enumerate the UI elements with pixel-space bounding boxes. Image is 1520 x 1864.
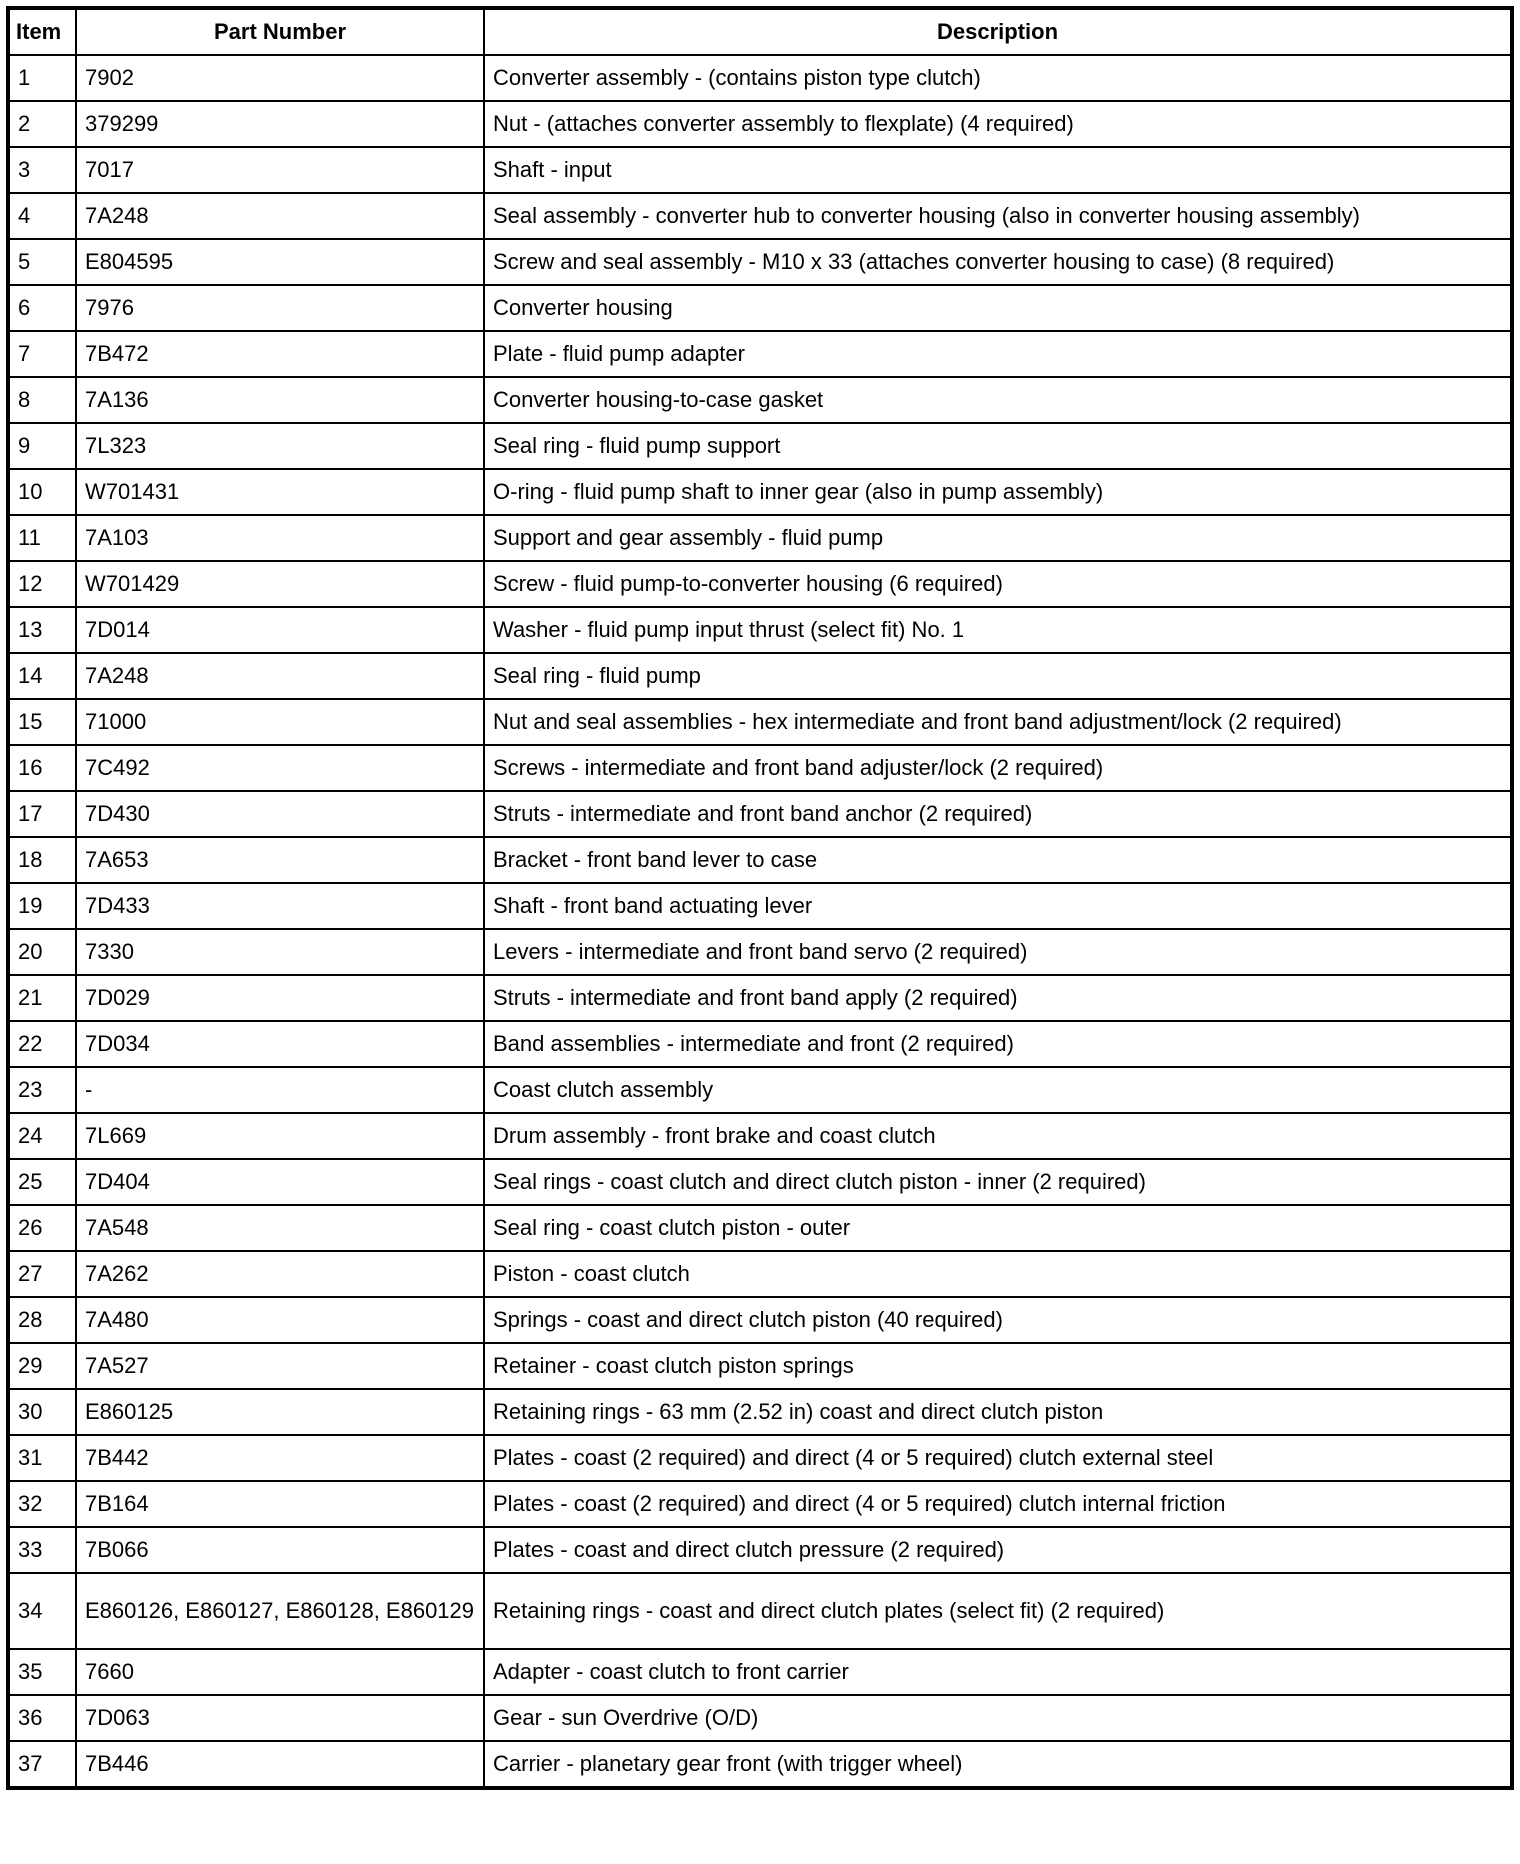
table-row xyxy=(8,699,1512,745)
table-row xyxy=(8,1021,1512,1067)
part-number-cell: - xyxy=(76,1067,484,1113)
part-number-cell: 7C492 xyxy=(76,745,484,791)
description-cell: Levers - intermediate and front band servo (2 required) xyxy=(484,929,1512,975)
part-number-cell: 7A527 xyxy=(76,1343,484,1389)
part-number-cell: 7B066 xyxy=(76,1527,484,1573)
description-cell: Converter housing xyxy=(484,285,1512,331)
item-cell: 27 xyxy=(8,1251,76,1297)
item-cell: 37 xyxy=(8,1741,76,1788)
table-row xyxy=(8,1343,1512,1389)
part-number-cell: 7A248 xyxy=(76,653,484,699)
item-cell: 14 xyxy=(8,653,76,699)
table-row xyxy=(8,1435,1512,1481)
table-row xyxy=(8,929,1512,975)
description-cell: Seal ring - coast clutch piston - outer xyxy=(484,1205,1512,1251)
table-row xyxy=(8,515,1512,561)
part-number-cell: 7902 xyxy=(76,55,484,101)
part-number-cell: 7D404 xyxy=(76,1159,484,1205)
description-cell: Coast clutch assembly xyxy=(484,1067,1512,1113)
item-cell: 26 xyxy=(8,1205,76,1251)
description-cell: Seal assembly - converter hub to converter housing (also in converter housing assembly) xyxy=(484,193,1512,239)
part-number-cell: 7D034 xyxy=(76,1021,484,1067)
part-number-cell: 7017 xyxy=(76,147,484,193)
item-cell: 33 xyxy=(8,1527,76,1573)
description-cell: Drum assembly - front brake and coast clutch xyxy=(484,1113,1512,1159)
item-cell: 13 xyxy=(8,607,76,653)
item-cell: 1 xyxy=(8,55,76,101)
part-number-cell: 7B442 xyxy=(76,1435,484,1481)
table-row xyxy=(8,1527,1512,1573)
description-cell: Converter assembly - (contains piston type clutch) xyxy=(484,55,1512,101)
description-cell: O-ring - fluid pump shaft to inner gear (also in pump assembly) xyxy=(484,469,1512,515)
description-cell: Screw and seal assembly - M10 x 33 (attaches converter housing to case) (8 required) xyxy=(484,239,1512,285)
table-row xyxy=(8,285,1512,331)
table-row xyxy=(8,193,1512,239)
table-row xyxy=(8,653,1512,699)
table-row xyxy=(8,1481,1512,1527)
table-row xyxy=(8,1205,1512,1251)
item-cell: 22 xyxy=(8,1021,76,1067)
part-number-cell: 7A480 xyxy=(76,1297,484,1343)
item-cell: 20 xyxy=(8,929,76,975)
part-number-cell: E860126, E860127, E860128, E860129 xyxy=(76,1573,484,1649)
part-number-cell: 71000 xyxy=(76,699,484,745)
table-row xyxy=(8,607,1512,653)
part-number-cell: 7B164 xyxy=(76,1481,484,1527)
header-part-number: Part Number xyxy=(76,8,484,55)
table-row xyxy=(8,55,1512,101)
item-cell: 16 xyxy=(8,745,76,791)
item-cell: 11 xyxy=(8,515,76,561)
item-cell: 35 xyxy=(8,1649,76,1695)
table-row xyxy=(8,1113,1512,1159)
description-cell: Plate - fluid pump adapter xyxy=(484,331,1512,377)
item-cell: 12 xyxy=(8,561,76,607)
item-cell: 17 xyxy=(8,791,76,837)
part-number-cell: E860125 xyxy=(76,1389,484,1435)
part-number-cell: W701431 xyxy=(76,469,484,515)
item-cell: 3 xyxy=(8,147,76,193)
part-number-cell: 7A548 xyxy=(76,1205,484,1251)
table-row xyxy=(8,1251,1512,1297)
part-number-cell: 7D029 xyxy=(76,975,484,1021)
description-cell: Plates - coast and direct clutch pressure (2 required) xyxy=(484,1527,1512,1573)
table-row xyxy=(8,745,1512,791)
description-cell: Nut and seal assemblies - hex intermediate and front band adjustment/lock (2 required) xyxy=(484,699,1512,745)
item-cell: 29 xyxy=(8,1343,76,1389)
table-row xyxy=(8,469,1512,515)
part-number-cell: 7976 xyxy=(76,285,484,331)
table-row xyxy=(8,1573,1512,1649)
table-row xyxy=(8,377,1512,423)
table-row xyxy=(8,837,1512,883)
parts-table xyxy=(6,6,1514,1790)
description-cell: Carrier - planetary gear front (with trigger wheel) xyxy=(484,1741,1512,1788)
item-cell: 2 xyxy=(8,101,76,147)
item-cell: 30 xyxy=(8,1389,76,1435)
part-number-cell: 7D063 xyxy=(76,1695,484,1741)
description-cell: Shaft - input xyxy=(484,147,1512,193)
description-cell: Washer - fluid pump input thrust (select fit) No. 1 xyxy=(484,607,1512,653)
part-number-cell: 7L669 xyxy=(76,1113,484,1159)
table-row xyxy=(8,147,1512,193)
table-row xyxy=(8,561,1512,607)
item-cell: 18 xyxy=(8,837,76,883)
table-row xyxy=(8,1067,1512,1113)
description-cell: Bracket - front band lever to case xyxy=(484,837,1512,883)
item-cell: 9 xyxy=(8,423,76,469)
item-cell: 7 xyxy=(8,331,76,377)
description-cell: Gear - sun Overdrive (O/D) xyxy=(484,1695,1512,1741)
description-cell: Converter housing-to-case gasket xyxy=(484,377,1512,423)
description-cell: Retainer - coast clutch piston springs xyxy=(484,1343,1512,1389)
part-number-cell: 7A136 xyxy=(76,377,484,423)
part-number-cell: 7D430 xyxy=(76,791,484,837)
table-row xyxy=(8,1695,1512,1741)
table-row xyxy=(8,975,1512,1021)
description-cell: Plates - coast (2 required) and direct (4 or 5 required) clutch external steel xyxy=(484,1435,1512,1481)
item-cell: 5 xyxy=(8,239,76,285)
part-number-cell: 7A103 xyxy=(76,515,484,561)
description-cell: Retaining rings - coast and direct clutch plates (select fit) (2 required) xyxy=(484,1573,1512,1649)
description-cell: Springs - coast and direct clutch piston (40 required) xyxy=(484,1297,1512,1343)
item-cell: 36 xyxy=(8,1695,76,1741)
description-cell: Screw - fluid pump-to-converter housing (6 required) xyxy=(484,561,1512,607)
description-cell: Retaining rings - 63 mm (2.52 in) coast and direct clutch piston xyxy=(484,1389,1512,1435)
table-row xyxy=(8,1159,1512,1205)
table-row xyxy=(8,1297,1512,1343)
part-number-cell: 7660 xyxy=(76,1649,484,1695)
table-row xyxy=(8,331,1512,377)
item-cell: 21 xyxy=(8,975,76,1021)
description-cell: Struts - intermediate and front band anchor (2 required) xyxy=(484,791,1512,837)
description-cell: Plates - coast (2 required) and direct (4 or 5 required) clutch internal friction xyxy=(484,1481,1512,1527)
table-row xyxy=(8,1389,1512,1435)
description-cell: Struts - intermediate and front band apply (2 required) xyxy=(484,975,1512,1021)
item-cell: 10 xyxy=(8,469,76,515)
item-cell: 19 xyxy=(8,883,76,929)
table-row xyxy=(8,791,1512,837)
description-cell: Nut - (attaches converter assembly to flexplate) (4 required) xyxy=(484,101,1512,147)
table-header-row xyxy=(8,8,1512,55)
table-body xyxy=(8,55,1512,1788)
description-cell: Piston - coast clutch xyxy=(484,1251,1512,1297)
table-row xyxy=(8,239,1512,285)
part-number-cell: 7B472 xyxy=(76,331,484,377)
item-cell: 8 xyxy=(8,377,76,423)
description-cell: Support and gear assembly - fluid pump xyxy=(484,515,1512,561)
part-number-cell: 7L323 xyxy=(76,423,484,469)
item-cell: 6 xyxy=(8,285,76,331)
description-cell: Band assemblies - intermediate and front (2 required) xyxy=(484,1021,1512,1067)
item-cell: 32 xyxy=(8,1481,76,1527)
part-number-cell: 7D433 xyxy=(76,883,484,929)
description-cell: Screws - intermediate and front band adjuster/lock (2 required) xyxy=(484,745,1512,791)
part-number-cell: 7A653 xyxy=(76,837,484,883)
item-cell: 4 xyxy=(8,193,76,239)
table-row xyxy=(8,1649,1512,1695)
item-cell: 25 xyxy=(8,1159,76,1205)
item-cell: 31 xyxy=(8,1435,76,1481)
item-cell: 15 xyxy=(8,699,76,745)
part-number-cell: 7330 xyxy=(76,929,484,975)
part-number-cell: E804595 xyxy=(76,239,484,285)
table-row xyxy=(8,1741,1512,1788)
table-row xyxy=(8,101,1512,147)
description-cell: Adapter - coast clutch to front carrier xyxy=(484,1649,1512,1695)
part-number-cell: 379299 xyxy=(76,101,484,147)
table-row xyxy=(8,883,1512,929)
description-cell: Seal ring - fluid pump support xyxy=(484,423,1512,469)
description-cell: Seal ring - fluid pump xyxy=(484,653,1512,699)
header-item: Item xyxy=(8,8,76,55)
part-number-cell: 7A248 xyxy=(76,193,484,239)
header-description: Description xyxy=(484,8,1512,55)
part-number-cell: W701429 xyxy=(76,561,484,607)
part-number-cell: 7D014 xyxy=(76,607,484,653)
part-number-cell: 7B446 xyxy=(76,1741,484,1788)
item-cell: 34 xyxy=(8,1573,76,1649)
description-cell: Seal rings - coast clutch and direct clutch piston - inner (2 required) xyxy=(484,1159,1512,1205)
item-cell: 24 xyxy=(8,1113,76,1159)
table-row xyxy=(8,423,1512,469)
description-cell: Shaft - front band actuating lever xyxy=(484,883,1512,929)
item-cell: 23 xyxy=(8,1067,76,1113)
item-cell: 28 xyxy=(8,1297,76,1343)
part-number-cell: 7A262 xyxy=(76,1251,484,1297)
